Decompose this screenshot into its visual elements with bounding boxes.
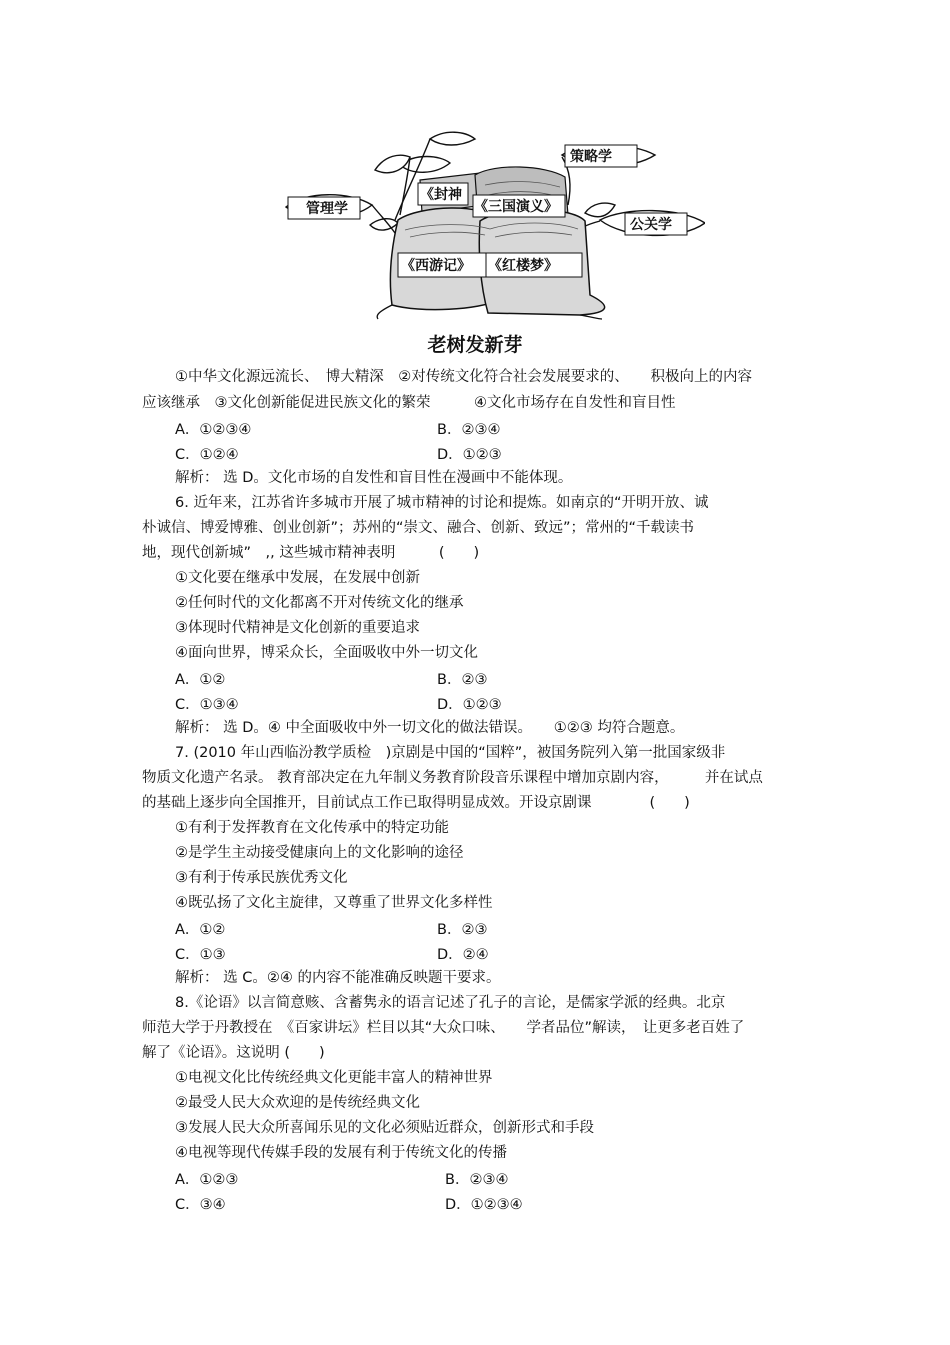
q6-option-d: D．①②③: [437, 697, 502, 713]
q8-option-d: D．①②③④: [445, 1197, 523, 1213]
q8-statement-3: ③发展人民大众所喜闻乐见的文化必须贴近群众，创新形式和手段: [175, 1120, 594, 1136]
q6-option-b: B．②③: [437, 672, 488, 688]
stump-label-hongloumeng: 《红楼梦》: [488, 258, 558, 274]
q8-stem-line2: 师范大学于丹教授在 《百家讲坛》栏目以其“大众口味、 学者品位”解读， 让更多老百姓了: [142, 1020, 745, 1036]
q5-option-b: B．②③④: [437, 422, 501, 438]
q7-statement-4: ④既弘扬了文化主旋律，又尊重了世界文化多样性: [175, 895, 493, 911]
q6-option-a: A．①②: [175, 672, 226, 688]
q6-stem-line3: 地，现代创新城” ,, 这些城市精神表明 ( ): [142, 545, 480, 561]
q5-option-d: D．①②③: [437, 447, 502, 463]
q6-statement-2: ②任何时代的文化都离不开对传统文化的继承: [175, 595, 464, 611]
q5-answer: 解析： 选 D。文化市场的自发性和盲目性在漫画中不能体现。: [175, 470, 573, 486]
q5-statement-line1: ①中华文化源远流长、 博大精深 ②对传统文化符合社会发展要求的、 积极向上的内容: [175, 369, 752, 385]
q7-stem-line2: 物质文化遗产名录。 教育部决定在九年制义务教育阶段音乐课程中增加京剧内容， 并在试点: [142, 770, 763, 786]
q7-option-a: A．①②: [175, 922, 226, 938]
stump-label-fengshen: 《封神: [420, 187, 462, 203]
leaf-label-gongguanxue: 公关学: [630, 217, 672, 233]
q8-statement-4: ④电视等现代传媒手段的发展有利于传统文化的传播: [175, 1145, 507, 1161]
stump-label-sanguo: 《三国演义》: [474, 199, 558, 215]
q8-option-a: A．①②③: [175, 1172, 239, 1188]
leaf-label-celuexue: 策略学: [570, 149, 612, 165]
q8-option-b: B．②③④: [445, 1172, 509, 1188]
old-tree-cartoon: [280, 125, 705, 320]
q7-statement-1: ①有利于发挥教育在文化传承中的特定功能: [175, 820, 449, 836]
q6-statement-4: ④面向世界，博采众长，全面吸收中外一切文化: [175, 645, 478, 661]
stump-label-xiyouji: 《西游记》: [401, 258, 471, 274]
q6-stem-line2: 朴诚信、博爱博雅、创业创新”；苏州的“崇文、融合、创新、致远”；常州的“千载读书: [142, 520, 695, 536]
q5-statement-line2: 应该继承 ③文化创新能促进民族文化的繁荣 ④文化市场存在自发性和盲目性: [142, 395, 676, 411]
q8-stem-line3: 解了《论语》。这说明 ( ): [142, 1045, 325, 1061]
q5-option-c: C．①②④: [175, 447, 239, 463]
leaf-label-guanlixue: 管理学: [306, 201, 348, 217]
q7-stem-line1: 7. (2010 年山西临汾教学质检 )京剧是中国的“国粹”，被国务院列入第一批国家级非: [175, 745, 726, 761]
q7-option-d: D．②④: [437, 947, 489, 963]
q7-statement-3: ③有利于传承民族优秀文化: [175, 870, 348, 886]
q7-option-c: C．①③: [175, 947, 226, 963]
q7-option-b: B．②③: [437, 922, 488, 938]
q8-option-c: C．③④: [175, 1197, 226, 1213]
cartoon-caption: 老树发新芽: [427, 334, 523, 356]
q6-option-c: C．①③④: [175, 697, 239, 713]
q8-statement-2: ②最受人民大众欢迎的是传统经典文化: [175, 1095, 420, 1111]
q8-stem-line1: 8.《论语》以言简意赅、含蓄隽永的语言记述了孔子的言论，是儒家学派的经典。北京: [175, 995, 726, 1011]
q7-stem-line3: 的基础上逐步向全国推开，目前试点工作已取得明显成效。开设京剧课 ( ): [142, 795, 690, 811]
q6-statement-3: ③体现时代精神是文化创新的重要追求: [175, 620, 420, 636]
q6-statement-1: ①文化要在继承中发展，在发展中创新: [175, 570, 420, 586]
q7-statement-2: ②是学生主动接受健康向上的文化影响的途径: [175, 845, 464, 861]
q5-option-a: A．①②③④: [175, 422, 252, 438]
q6-stem-line1: 6. 近年来，江苏省许多城市开展了城市精神的讨论和提炼。如南京的“开明开放、诚: [175, 495, 709, 511]
q6-answer: 解析： 选 D。④ 中全面吸收中外一切文化的做法错误。 ①②③ 均符合题意。: [175, 720, 685, 736]
q7-answer: 解析： 选 C。②④ 的内容不能准确反映题干要求。: [175, 970, 501, 986]
q8-statement-1: ①电视文化比传统经典文化更能丰富人的精神世界: [175, 1070, 493, 1086]
